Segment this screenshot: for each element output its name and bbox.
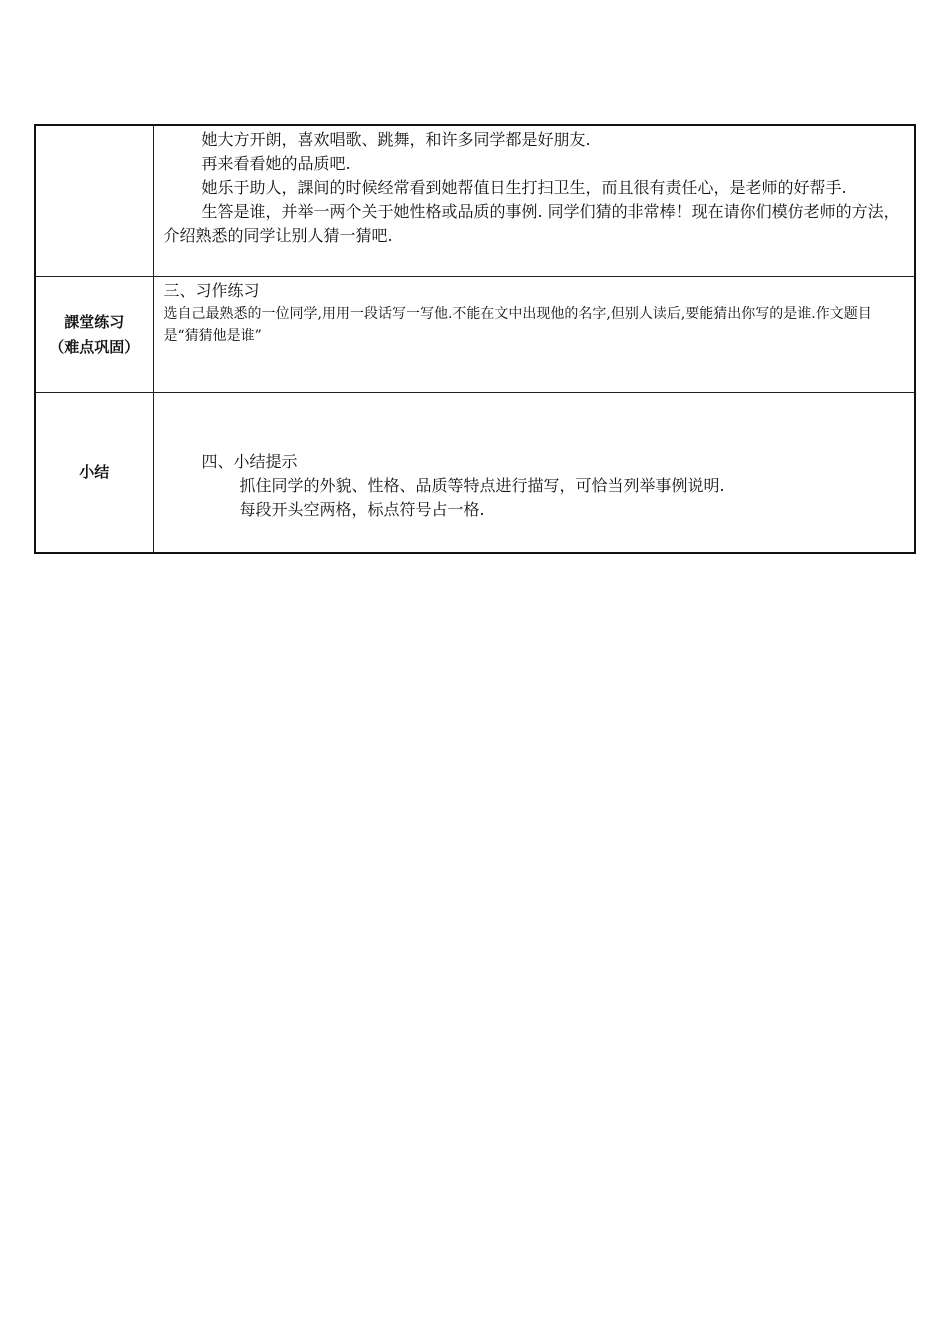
continuation-line-2: 再来看看她的品质吧.	[201, 154, 351, 173]
continuation-line-1: 她大方开朗，喜欢唱歌、跳舞，和许多同学都是好朋友.	[201, 130, 591, 149]
practice-content	[153, 277, 915, 393]
practice-label-line-1: 課堂练习	[64, 312, 125, 331]
summary-line-1: 抓住同学的外貌、性格、品质等特点进行描写，可恰当列举事例说明.	[239, 476, 725, 495]
summary-heading: 四、小结提示	[201, 452, 298, 471]
table-row-continuation	[35, 125, 915, 277]
summary-content	[153, 393, 915, 554]
lesson-plan-table	[34, 124, 916, 554]
continuation-line-4: 生答是谁，并举一两个关于她性格或品质的事例. 同学们猜的非常棒！现在请你们模仿老师的方法，介绍熟悉的同学让别人猜一猜吧.	[163, 202, 900, 245]
table-row-practice	[35, 277, 915, 393]
practice-label-line-2: （难点巩固）	[49, 337, 140, 356]
continuation-line-3: 她乐于助人，課间的时候经常看到她帮值日生打扫卫生，而且很有责任心，是老师的好帮手.	[201, 178, 847, 197]
practice-body: 选自己最熟悉的一位同学,用用一段话写一写他.不能在文中出现他的名字,但别人读后,要能猜出你写的是谁.作文题目是“猜猜他是谁”	[163, 306, 872, 344]
summary-line-2: 每段开头空两格，标点符号占一格.	[239, 500, 485, 519]
continuation-content	[153, 125, 915, 277]
row-label-empty	[35, 125, 153, 277]
summary-label: 小结	[35, 393, 153, 554]
practice-heading: 三、习作练习	[163, 281, 260, 300]
practice-label	[35, 277, 153, 393]
table-row-summary	[35, 393, 915, 554]
